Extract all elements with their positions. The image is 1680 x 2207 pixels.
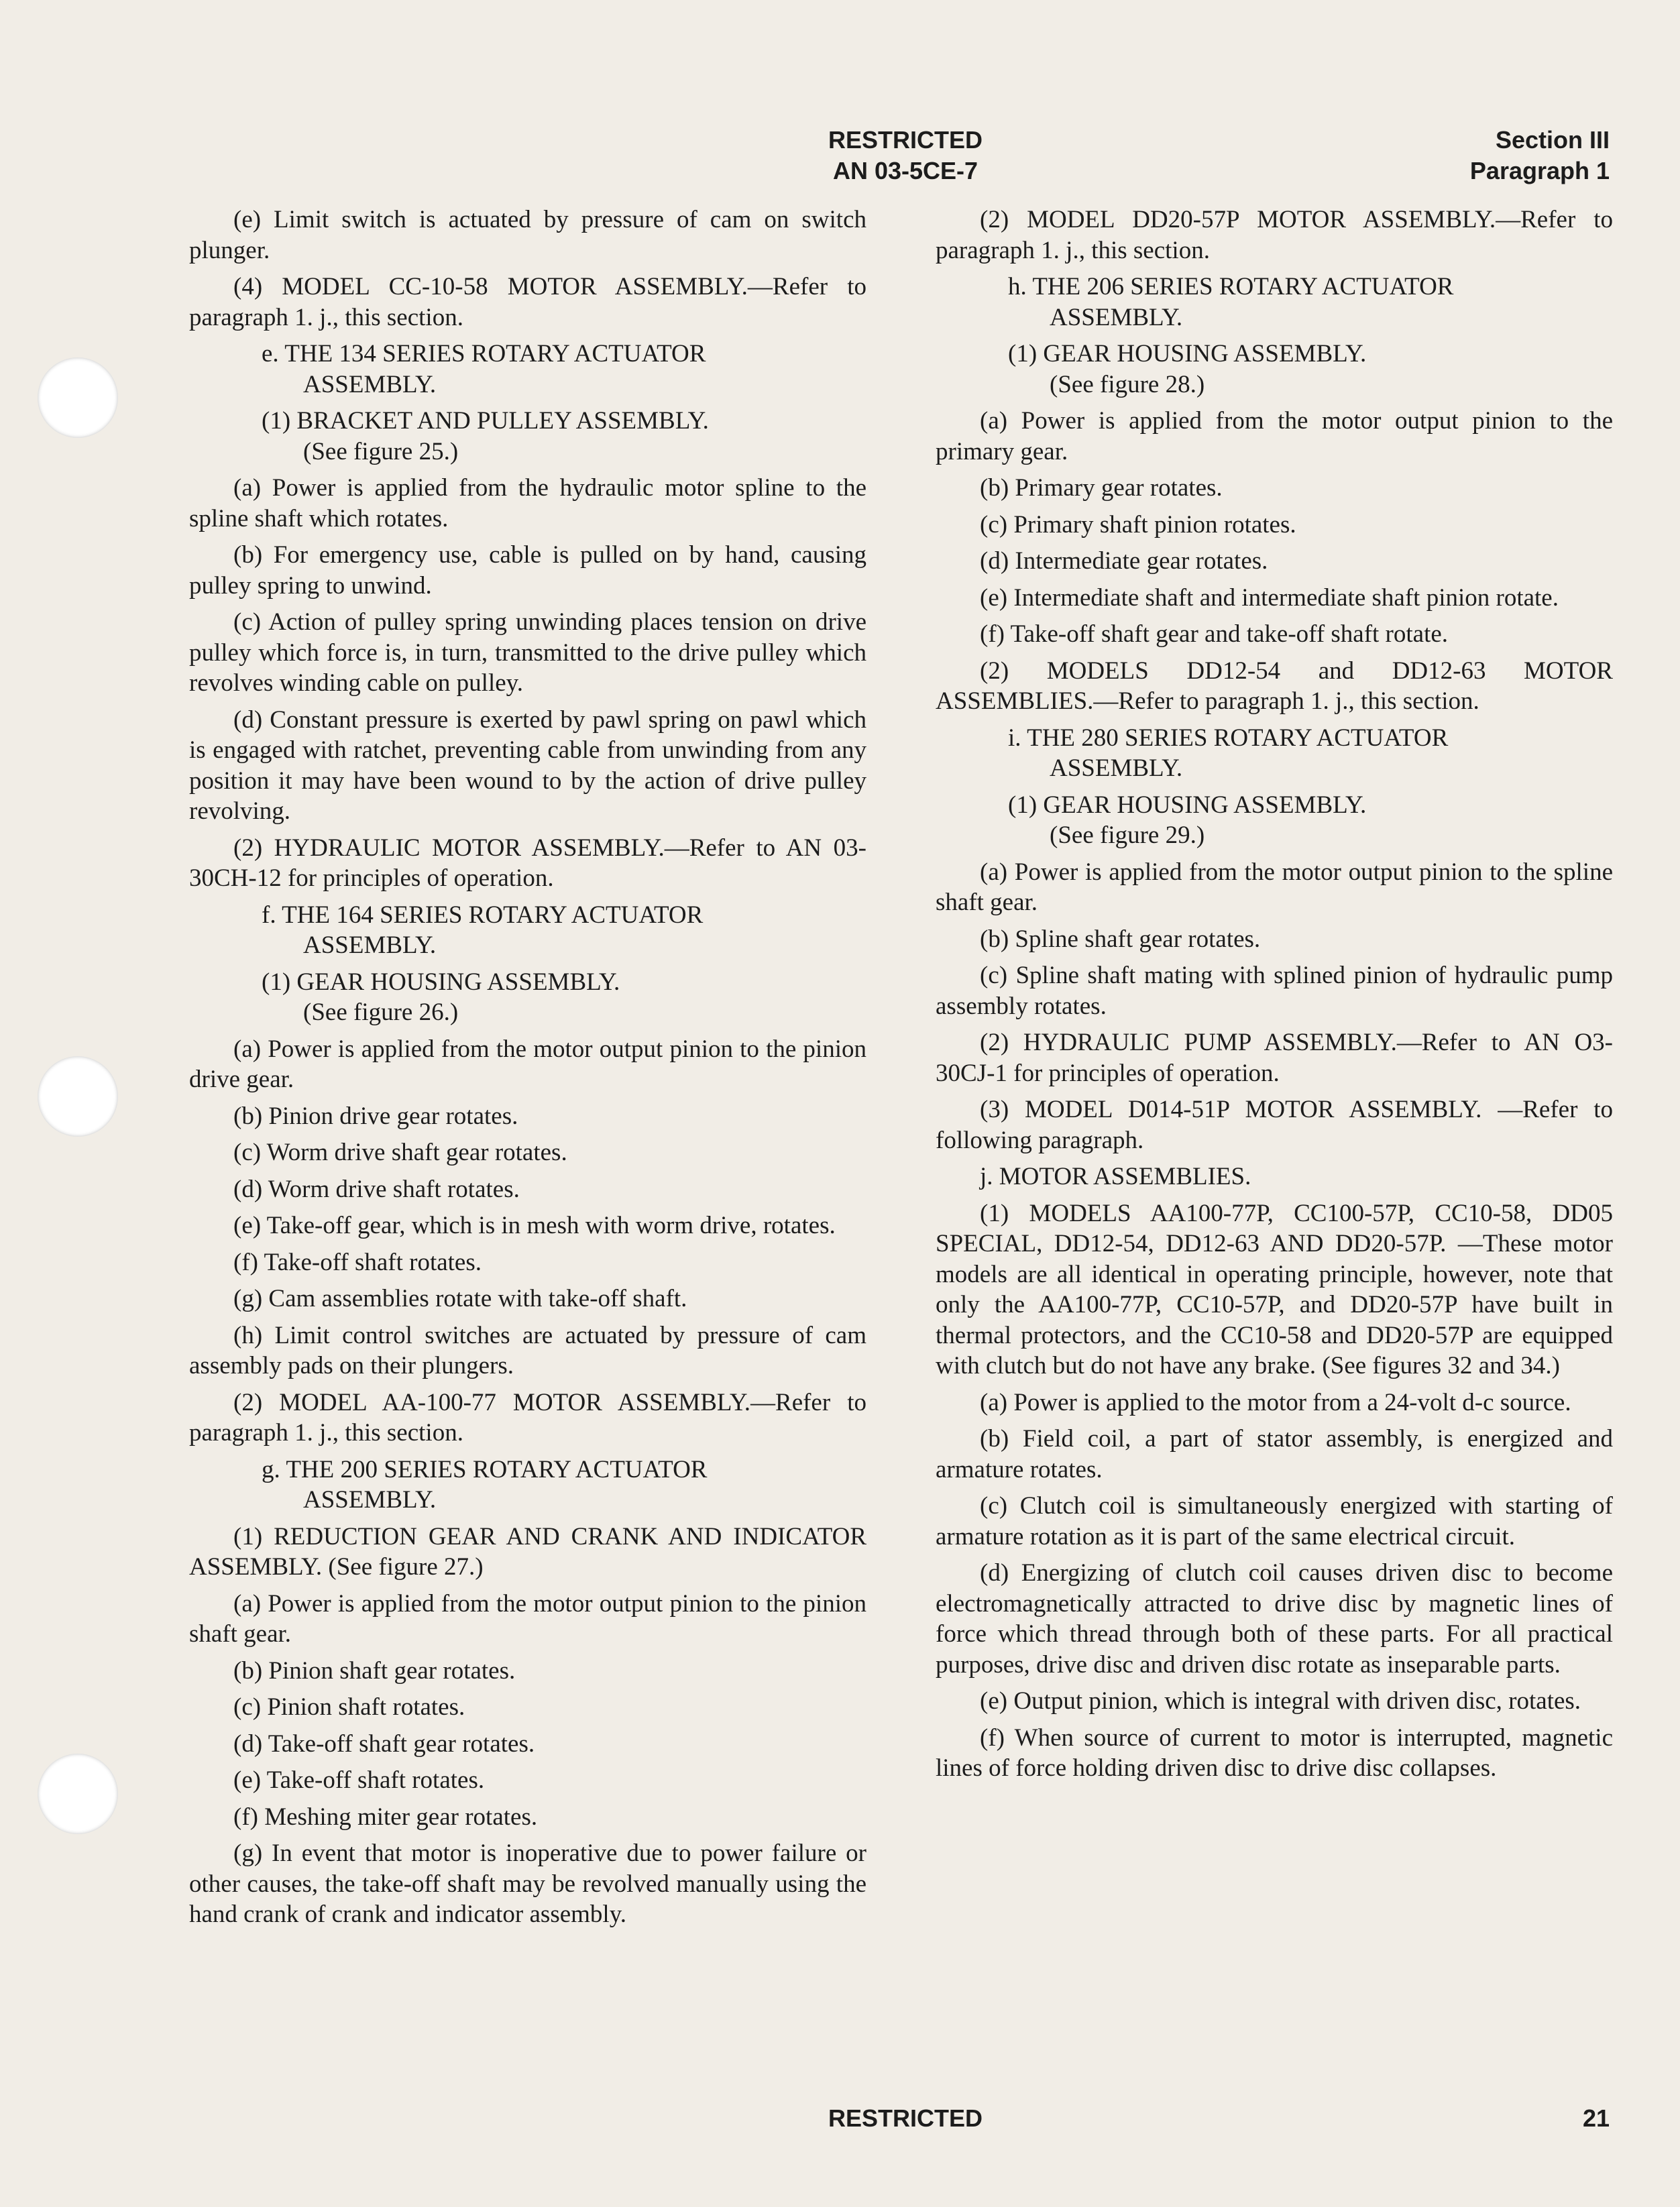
paragraph: (3) MODEL D014-51P MOTOR ASSEMBLY. —Refer to following paragraph. bbox=[936, 1096, 1613, 1154]
paragraph: (e) Output pinion, which is integral with driven disc, rotates. bbox=[980, 1687, 1581, 1715]
section-heading bbox=[936, 790, 1613, 851]
paragraph: (c) Spline shaft mating with splined pinion of hydraulic pump assembly rotates. bbox=[936, 962, 1613, 1020]
paragraph: (g) In event that motor is inoperative due to power failure or other causes, the take-off shaft may be revolved manually using the hand crank of crank and indicator assembly. bbox=[189, 1840, 866, 1928]
paragraph: (a) Power is applied from the motor output pinion to the spline shaft gear. bbox=[936, 858, 1613, 916]
paragraph: (b) For emergency use, cable is pulled on by hand, causing pulley spring to unwind. bbox=[189, 541, 866, 600]
heading-line: (1) GEAR HOUSING ASSEMBLY. bbox=[262, 968, 620, 996]
paragraph: (f) Take-off shaft rotates. bbox=[233, 1248, 482, 1276]
paragraph: (c) Primary shaft pinion rotates. bbox=[980, 510, 1296, 539]
paragraph: (d) Energizing of clutch coil causes driven disc to become electromagnetically attracted to drive disc by magnetic lines of force which thread through both of these parts. For all practical purposes, drive disc and driven disc rotate as inseparable parts. bbox=[936, 1559, 1613, 1679]
heading-continuation: ASSEMBLY. bbox=[1050, 754, 1183, 782]
heading-line: h. THE 206 SERIES ROTARY ACTUATOR bbox=[1008, 273, 1454, 300]
paragraph: (b) Pinion drive gear rotates. bbox=[233, 1102, 518, 1130]
paragraph: j. MOTOR ASSEMBLIES. bbox=[980, 1163, 1251, 1190]
paragraph: (f) Meshing miter gear rotates. bbox=[233, 1803, 538, 1831]
paragraph: (c) Pinion shaft rotates. bbox=[233, 1693, 465, 1721]
heading-continuation: (See figure 25.) bbox=[303, 437, 459, 465]
paragraph: (d) Intermediate gear rotates. bbox=[980, 547, 1268, 575]
paragraph: (f) When source of current to motor is interrupted, magnetic lines of force holding driven disc to drive disc collapses. bbox=[936, 1723, 1613, 1782]
section-heading bbox=[189, 1455, 866, 1516]
paragraph: (1) MODELS AA100-77P, CC100-57P, CC10-58, DD05 SPECIAL, DD12-54, DD12-63 AND DD20-57P. —These motor models are all identical in operating principle, however, note that only the AA100-77P, CC10-57P, and DD20-57P have built in thermal protectors, and the CC10-58 and DD20-57P are equipped with clutch but do not have any brake. (See figures 32 and 34.) bbox=[936, 1199, 1613, 1379]
paragraph: (e) Limit switch is actuated by pressure of cam on switch plunger. bbox=[189, 206, 866, 264]
punch-hole-middle bbox=[38, 1056, 118, 1137]
page-number: 21 bbox=[1582, 2104, 1610, 2132]
heading-line: f. THE 164 SERIES ROTARY ACTUATOR bbox=[262, 901, 704, 929]
paragraph: (2) HYDRAULIC MOTOR ASSEMBLY.—Refer to AN 03-30CH-12 for principles of operation. bbox=[189, 834, 866, 892]
paragraph: (d) Constant pressure is exerted by pawl spring on pawl which is engaged with ratchet, preventing cable from unwinding from any position it may have been wound to by the action of drive pulley revolving. bbox=[189, 705, 866, 825]
header-restricted: RESTRICTED bbox=[828, 126, 983, 154]
section-heading bbox=[936, 339, 1613, 400]
paragraph: (a) Power is applied from the motor output pinion to the pinion shaft gear. bbox=[189, 1589, 866, 1648]
paragraph: (f) Take-off shaft gear and take-off shaft rotate. bbox=[980, 620, 1449, 648]
paragraph: (2) MODEL AA-100-77 MOTOR ASSEMBLY.—Refer to paragraph 1. j., this section. bbox=[189, 1388, 866, 1447]
paragraph: (c) Action of pulley spring unwinding places tension on drive pulley which force is, in turn, transmitted to the drive pulley which revolves winding cable on pulley. bbox=[189, 608, 866, 697]
paragraph: (d) Take-off shaft gear rotates. bbox=[233, 1730, 535, 1758]
paragraph: (e) Take-off shaft rotates. bbox=[233, 1766, 485, 1794]
paragraph: (e) Intermediate shaft and intermediate shaft pinion rotate. bbox=[980, 583, 1559, 612]
paragraph: (b) Field coil, a part of stator assembly, is energized and armature rotates. bbox=[936, 1425, 1613, 1483]
heading-continuation: ASSEMBLY. bbox=[303, 1486, 437, 1514]
paragraph: (a) Power is applied from the motor output pinion to the pinion drive gear. bbox=[189, 1035, 866, 1093]
paragraph: (d) Worm drive shaft rotates. bbox=[233, 1175, 520, 1203]
header-paragraph: Paragraph 1 bbox=[1469, 157, 1610, 184]
section-heading bbox=[189, 900, 866, 961]
section-heading bbox=[189, 967, 866, 1028]
header-center bbox=[765, 125, 1046, 186]
heading-continuation: (See figure 28.) bbox=[1050, 370, 1205, 398]
paragraph: (2) MODELS DD12-54 and DD12-63 MOTOR ASSEMBLIES.—Refer to paragraph 1. j., this section. bbox=[936, 657, 1613, 715]
section-heading bbox=[189, 339, 866, 400]
header-right bbox=[1470, 125, 1610, 186]
section-heading bbox=[936, 272, 1613, 333]
heading-continuation: ASSEMBLY. bbox=[303, 370, 437, 398]
heading-continuation: ASSEMBLY. bbox=[303, 931, 437, 959]
header-section: Section III bbox=[1495, 126, 1610, 154]
page-header bbox=[0, 125, 1680, 205]
heading-line: (1) GEAR HOUSING ASSEMBLY. bbox=[1008, 791, 1367, 819]
paragraph: (c) Clutch coil is simultaneously energized with starting of armature rotation as it is part of the same electrical circuit. bbox=[936, 1492, 1613, 1550]
paragraph: (b) Primary gear rotates. bbox=[980, 474, 1223, 502]
paragraph: (a) Power is applied from the hydraulic motor spline to the spline shaft which rotates. bbox=[189, 474, 866, 532]
heading-line: (1) GEAR HOUSING ASSEMBLY. bbox=[1008, 340, 1367, 367]
paragraph: (h) Limit control switches are actuated by pressure of cam assembly pads on their plungers. bbox=[189, 1321, 866, 1379]
footer-restricted: RESTRICTED bbox=[828, 2104, 983, 2132]
paragraph: (c) Worm drive shaft gear rotates. bbox=[233, 1139, 567, 1166]
paragraph: (e) Take-off gear, which is in mesh with worm drive, rotates. bbox=[233, 1212, 836, 1239]
heading-line: (1) BRACKET AND PULLEY ASSEMBLY. bbox=[262, 407, 709, 435]
heading-line: i. THE 280 SERIES ROTARY ACTUATOR bbox=[1008, 724, 1449, 752]
punch-hole-bottom bbox=[38, 1754, 118, 1834]
paragraph: (2) MODEL DD20-57P MOTOR ASSEMBLY.—Refer to paragraph 1. j., this section. bbox=[936, 206, 1613, 264]
paragraph: (b) Pinion shaft gear rotates. bbox=[233, 1656, 516, 1685]
paragraph: (4) MODEL CC-10-58 MOTOR ASSEMBLY.—Refer to paragraph 1. j., this section. bbox=[189, 273, 866, 331]
paragraph: (b) Spline shaft gear rotates. bbox=[980, 925, 1261, 953]
paragraph: (a) Power is applied to the motor from a 24-volt d-c source. bbox=[980, 1388, 1571, 1416]
heading-continuation: ASSEMBLY. bbox=[1050, 303, 1183, 331]
header-doc-number: AN 03-5CE-7 bbox=[832, 157, 978, 184]
paragraph: (a) Power is applied from the motor output pinion to the primary gear. bbox=[936, 407, 1613, 465]
heading-continuation: (See figure 26.) bbox=[303, 999, 459, 1026]
section-heading bbox=[189, 406, 866, 467]
paragraph: (2) HYDRAULIC PUMP ASSEMBLY.—Refer to AN O3-30CJ-1 for principles of operation. bbox=[936, 1029, 1613, 1087]
heading-line: e. THE 134 SERIES ROTARY ACTUATOR bbox=[262, 340, 706, 367]
punch-hole-top bbox=[38, 357, 118, 438]
heading-continuation: (See figure 29.) bbox=[1050, 822, 1205, 849]
heading-line: g. THE 200 SERIES ROTARY ACTUATOR bbox=[262, 1455, 708, 1483]
paragraph: (g) Cam assemblies rotate with take-off shaft. bbox=[233, 1285, 687, 1312]
right-column bbox=[936, 205, 1613, 1790]
section-heading bbox=[936, 723, 1613, 784]
paragraph: (1) REDUCTION GEAR AND CRANK AND INDICATOR ASSEMBLY. (See figure 27.) bbox=[189, 1522, 866, 1581]
left-column bbox=[189, 205, 866, 1936]
